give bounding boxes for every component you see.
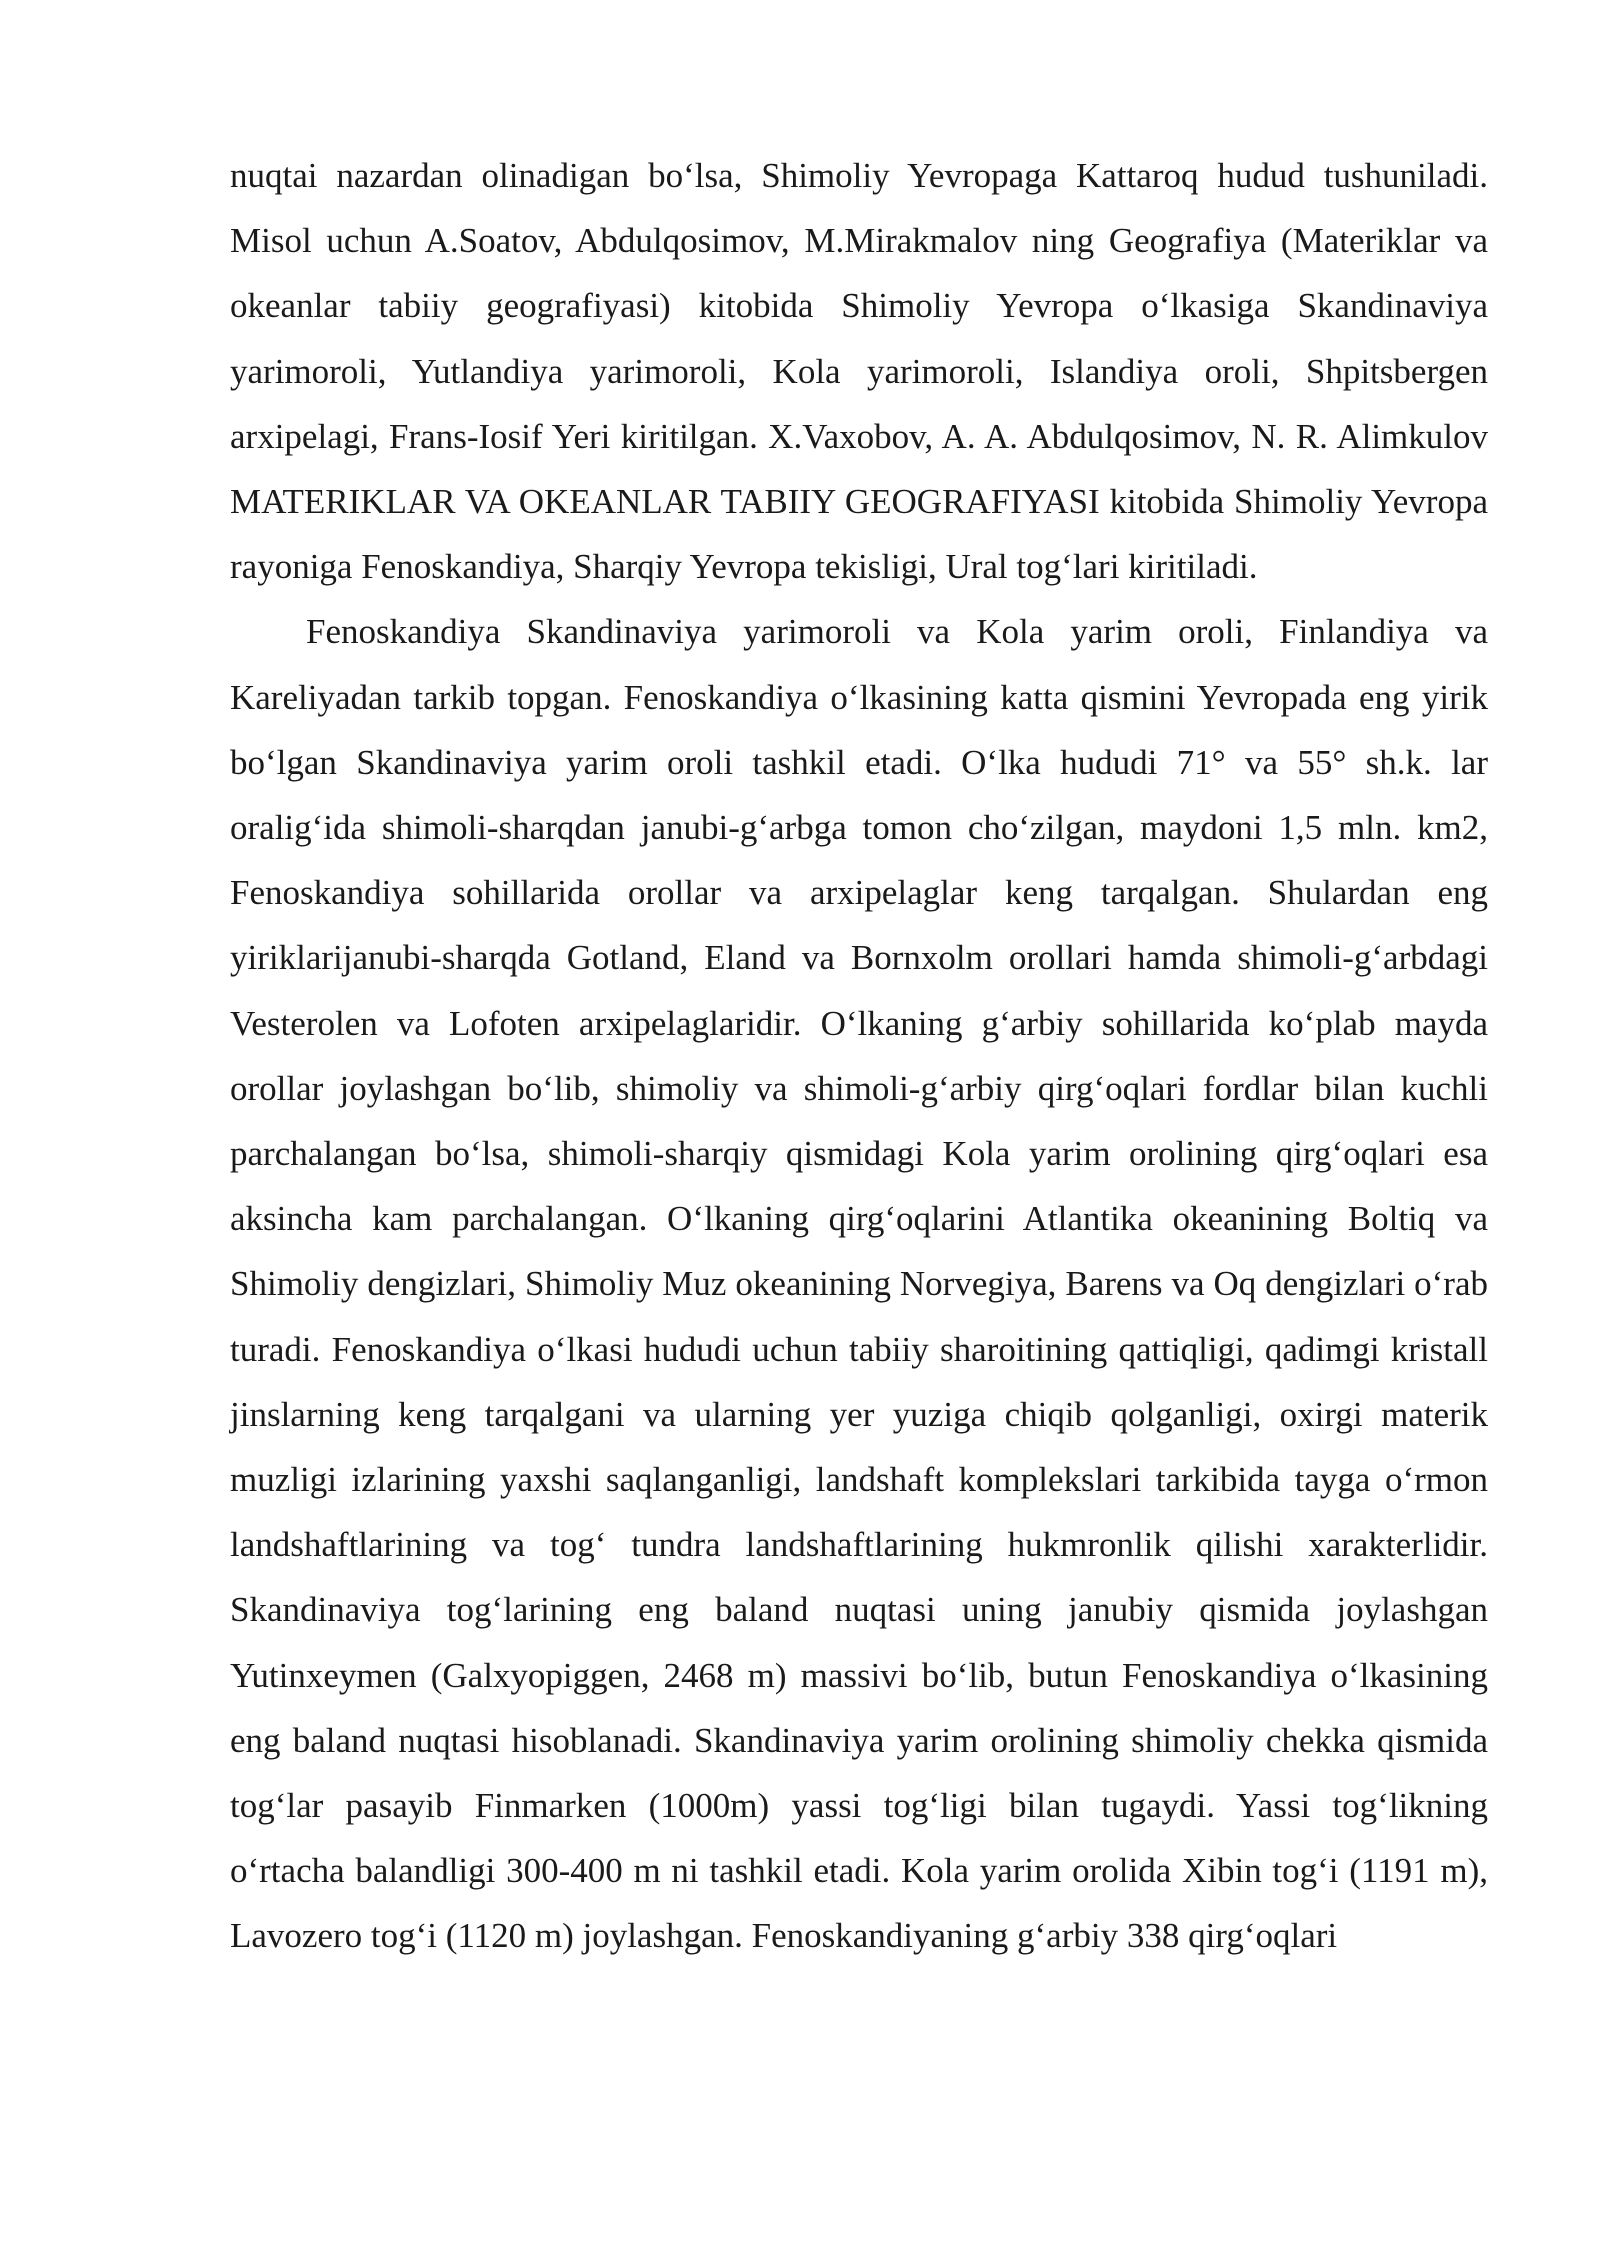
paragraph-2: Fenoskandiya Skandinaviya yarimoroli va Kola yarim oroli, Finlandiya va Kareliyadan tarkib topgan. Fenoskandiya o‘lkasining katta qismini Yevropada eng yirik bo‘lgan Skandinaviya yarim oroli tashkil etadi. O‘lka hududi 71° va 55° sh.k. lar oralig‘ida shimoli-sharqdan janubi-g‘arbga tomon cho‘zilgan, maydoni 1,5 mln. km2, Fenoskandiya sohillarida orollar va arxipelaglar keng tarqalgan. Shulardan eng yiriklarijanubi-sharqda Gotland, Eland va Bornxolm orollari hamda shimoli-g‘arbdagi Vesterolen va Lofoten arxipelaglaridir. O‘lkaning g‘arbiy sohillarida ko‘plab mayda orollar joylashgan bo‘lib, shimoliy va shimoli-g‘arbiy qirg‘oqlari fordlar bilan kuchli parchalangan bo‘lsa, shimoli-sharqiy qismidagi Kola yarim orolining qirg‘oqlari esa aksincha kam parchalangan. O‘lkaning qirg‘oqlarini Atlantika okeanining Boltiq va Shimoliy dengizlari, Shimoliy Muz okeanining Norvegiya, Barens va Oq dengizlari o‘rab turadi. Fenoskandiya o‘lkasi hududi uchun tabiiy sharoitining qattiqligi, qadimgi kristall jinslarning keng tarqalgani va ularning yer yuziga chiqib qolganligi, oxirgi materik muzligi izlarining yaxshi saqlanganligi, landshaft komplekslari tarkibida tayga o‘rmon landshaftlarining va tog‘ tundra landshaftlarining hukmronlik qilishi xarakterlidir. Skandinaviya tog‘larining eng baland nuqtasi uning janubiy qismida joylashgan Yutinxeymen (Galxyopiggen, 2468 m) massivi bo‘lib, butun Fenoskandiya o‘lkasining eng baland nuqtasi hisoblanadi. Skandinaviya yarim orolining shimoliy chekka qismida tog‘lar pasayib Finmarken (1000m) yassi tog‘ligi bilan tugaydi. Yassi tog‘likning o‘rtacha balandligi 300-400 m ni tashkil etadi. Kola yarim orolida Xibin tog‘i (1191 m), Lavozero tog‘i (1120 m) joylashgan. Fenoskandiyaning g‘arbiy 338 qirg‘oqlari: [230, 612, 1488, 1956]
document-body: [230, 143, 1488, 1969]
paragraph-1: nuqtai nazardan olinadigan bo‘lsa, Shimoliy Yevropaga Kattaroq hudud tushuniladi. Misol uchun A.Soatov, Abdulqosimov, M.Mirakmalov ning Geografiya (Materiklar va okeanlar tabiiy geografiyasi) kitobida Shimoliy Yevropa o‘lkasiga Skandinaviya yarimoroli, Yutlandiya yarimoroli, Kola yarimoroli, Islandiya oroli, Shpitsbergen arxipelagi, Frans-Iosif Yeri kiritilgan. X.Vaxobov, A. A. Abdulqosimov, N. R. Alimkulov MATERIKLAR VA OKEANLAR TABIIY GEOGRAFIYASI kitobida Shimoliy Yevropa rayoniga Fenoskandiya, Sharqiy Yevropa tekisligi, Ural tog‘lari kiritiladi.: [230, 156, 1488, 587]
